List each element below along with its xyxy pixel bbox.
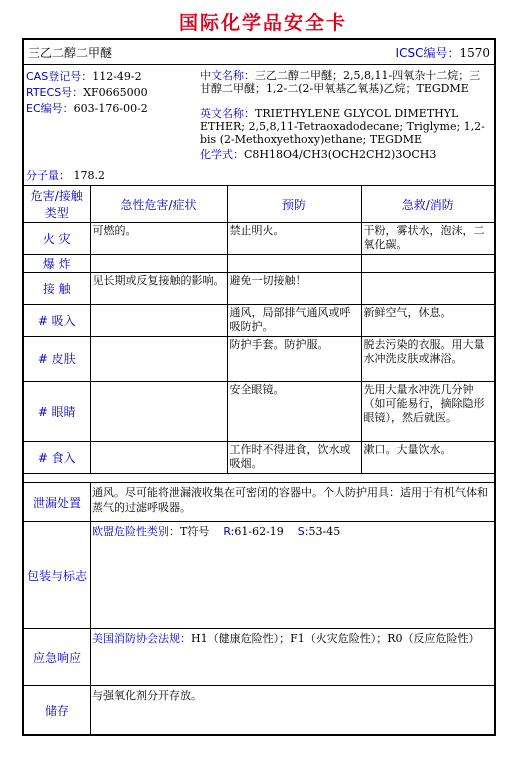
row-aid: 脱去污染的衣服。用大量水冲洗皮肤或淋浴。 xyxy=(361,337,494,382)
rtecs-label: RTECS号： xyxy=(26,86,84,99)
table-row xyxy=(24,382,494,442)
emergency-section xyxy=(24,628,494,685)
row-hazard xyxy=(90,305,227,337)
emergency-text xyxy=(92,631,490,646)
en-name: TRIETHYLENE GLYCOL DIMETHYL ETHER; 2,5,8,11-Tetraoxadodecane; Triglyme; 1,2-bis (2-Methoxyethoxy)ethane; TEGDME xyxy=(200,107,485,146)
row-type: 火 灾 xyxy=(24,223,90,255)
row-aid: 新鲜空气，休息。 xyxy=(361,305,494,337)
eu-class-value: T符号 xyxy=(180,525,210,538)
r-label: R: xyxy=(223,525,235,538)
packaging-label: 包装与标志 xyxy=(24,522,91,628)
row-aid xyxy=(361,273,494,305)
nfpa-value: H1（健康危险性）；F1（火灾危险性）；R0（反应危险性） xyxy=(191,632,480,645)
row-hazard xyxy=(90,382,227,442)
icsc-label: ICSC编号： xyxy=(395,46,460,60)
eu-class-label: 欧盟危险性类别： xyxy=(92,525,180,538)
hazard-table xyxy=(24,186,494,474)
row-type: 接 触 xyxy=(24,273,90,305)
mw-label: 分子量： xyxy=(26,169,70,182)
row-prevention: 禁止明火。 xyxy=(227,223,361,255)
icsc-value: 1570 xyxy=(459,46,490,60)
row-aid: 干粉，雾状水，泡沫，二氧化碳。 xyxy=(361,223,494,255)
row-prevention: 工作时不得进食，饮水或吸烟。 xyxy=(227,442,361,474)
safety-card xyxy=(22,38,496,736)
registry-numbers xyxy=(26,69,196,117)
row-prevention: 避免一切接触！ xyxy=(227,273,361,305)
identifiers-section xyxy=(24,65,494,186)
row-type: # 眼睛 xyxy=(24,382,90,442)
table-row xyxy=(24,305,494,337)
row-aid xyxy=(361,255,494,273)
table-row xyxy=(24,273,494,305)
row-hazard: 见长期或反复接触的影响。 xyxy=(90,273,227,305)
row-hazard: 可燃的。 xyxy=(90,223,227,255)
row-prevention: 通风，局部排气通风或呼吸防护。 xyxy=(227,305,361,337)
row-type: # 食入 xyxy=(24,442,90,474)
row-hazard xyxy=(90,337,227,382)
row-type: # 皮肤 xyxy=(24,337,90,382)
spill-label: 泄漏处置 xyxy=(24,483,91,521)
s-label: S: xyxy=(297,525,309,538)
card-header xyxy=(24,40,494,65)
s-value: 53-45 xyxy=(308,525,341,538)
molecular-weight xyxy=(26,167,105,183)
nfpa-label: 美国消防协会法规： xyxy=(92,632,191,645)
row-prevention: 安全眼镜。 xyxy=(227,382,361,442)
chemical-name: 三乙二醇二甲醚 xyxy=(28,46,113,60)
row-type: # 吸入 xyxy=(24,305,90,337)
card-title: 国际化学品安全卡 xyxy=(178,12,347,34)
table-row xyxy=(24,442,494,474)
formula: C8H18O4/CH3(OCH2CH2)3OCH3 xyxy=(244,148,437,161)
packaging-text xyxy=(92,524,490,539)
cn-name-label: 中文名称： xyxy=(200,69,255,82)
formula-label: 化学式： xyxy=(200,148,244,161)
ec-value: 603-176-00-2 xyxy=(73,102,148,115)
row-aid: 漱口。大量饮水。 xyxy=(361,442,494,474)
storage-section xyxy=(24,685,494,735)
col-type: 危害/接触类型 xyxy=(24,186,90,223)
emergency-label: 应急响应 xyxy=(24,629,91,685)
row-type: 爆 炸 xyxy=(24,255,90,273)
ec-label: EC编号： xyxy=(26,102,74,115)
icsc-number xyxy=(396,44,490,61)
rtecs-value: XF0665000 xyxy=(83,86,148,99)
packaging-section xyxy=(24,521,494,628)
names-block xyxy=(200,69,490,161)
mw-value: 178.2 xyxy=(73,169,105,182)
storage-label: 储存 xyxy=(24,686,91,735)
en-name-label: 英文名称： xyxy=(200,107,255,120)
col-prevention: 预防 xyxy=(227,186,361,223)
table-row xyxy=(24,255,494,273)
cn-name: 三乙二醇二甲醚；2,5,8,11-四氧杂十二烷；三甘醇二甲醚；1,2-二(2-甲氧基乙氧基)乙烷；TEGDME xyxy=(200,69,481,95)
cas-value: 112-49-2 xyxy=(92,70,142,83)
r-value: 61-62-19 xyxy=(234,525,284,538)
row-hazard xyxy=(90,442,227,474)
table-row xyxy=(24,337,494,382)
spill-text: 通风。尽可能将泄漏液收集在可密闭的容器中。个人防护用具：适用于有机气体和蒸气的过滤呼吸器。 xyxy=(92,486,488,514)
cas-label: CAS登记号： xyxy=(26,70,93,83)
col-aid: 急救/消防 xyxy=(361,186,494,223)
table-row xyxy=(24,223,494,255)
row-prevention: 防护手套。防护服。 xyxy=(227,337,361,382)
row-prevention xyxy=(227,255,361,273)
storage-text: 与强氧化剂分开存放。 xyxy=(92,689,202,702)
hazard-table-header xyxy=(24,186,494,223)
col-hazard: 急性危害/症状 xyxy=(90,186,227,223)
row-hazard xyxy=(90,255,227,273)
row-aid: 先用大量水冲洗几分钟（如可能易行，摘除隐形眼镜），然后就医。 xyxy=(361,382,494,442)
spill-section xyxy=(24,482,494,521)
